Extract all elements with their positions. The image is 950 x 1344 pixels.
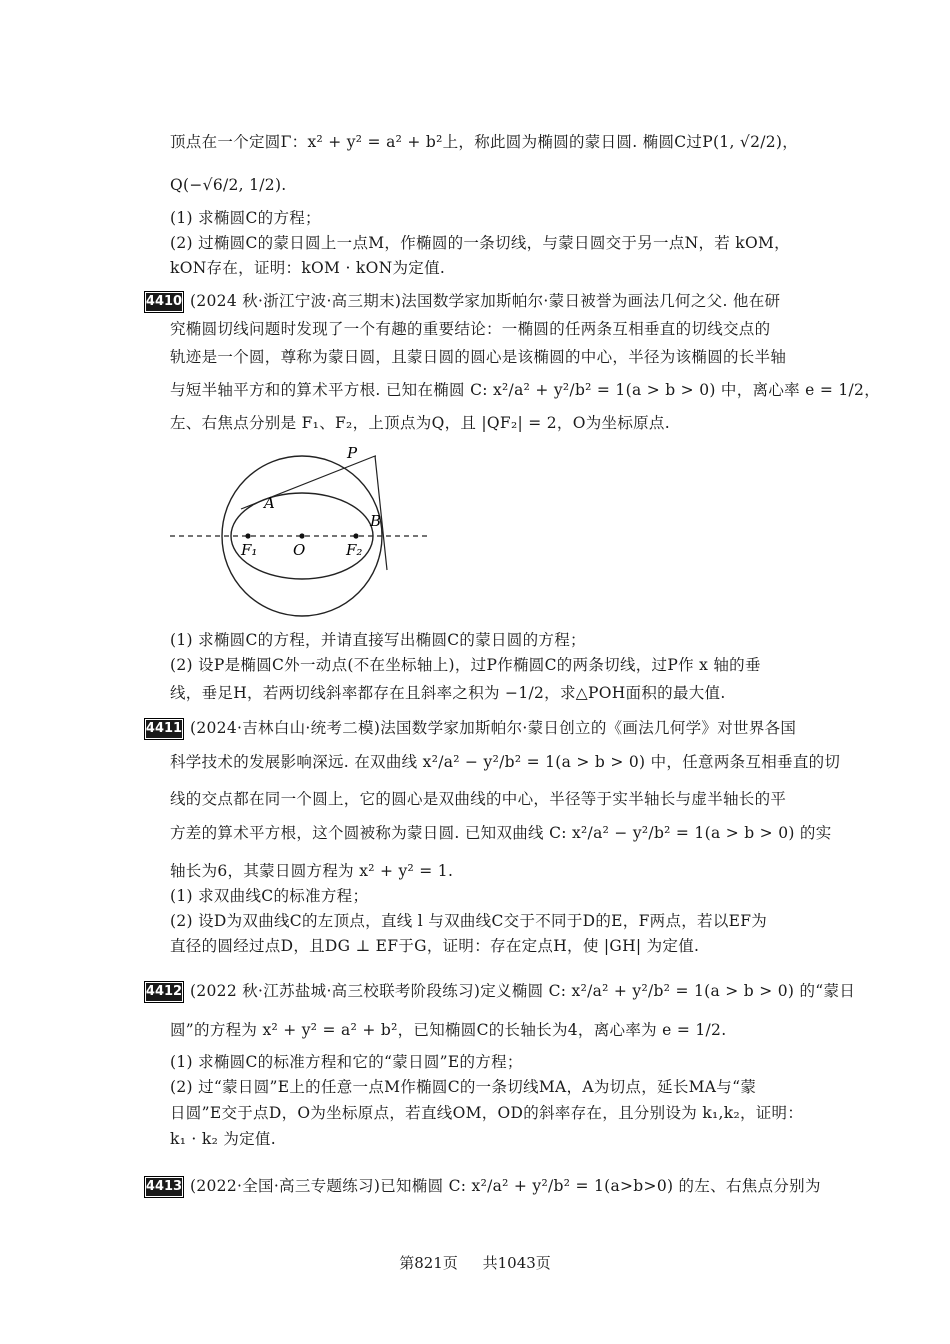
cont-line-2: Q(−√6/2, 1/2).: [170, 176, 287, 194]
p4411-line-1: (2024·吉林白山·统考二模)法国数学家加斯帕尔·蒙日创立的《画法几何学》对世界各国: [190, 719, 797, 737]
problem-number-4413: 4413: [144, 1176, 184, 1198]
point-o: [299, 533, 304, 538]
page-number: 第821页: [399, 1254, 458, 1272]
cont-line-5: kON存在，证明：kOM · kON为定值.: [170, 259, 446, 277]
problem-number-4410: 4410: [144, 291, 184, 313]
label-f1: F₁: [241, 541, 258, 559]
p4411-line-2: 科学技术的发展影响深远. 在双曲线 x²/a² − y²/b² = 1(a > b > 0) 中，任意两条互相垂直的切: [170, 753, 841, 771]
label-a: A: [264, 494, 275, 512]
p4413-line-1: (2022·全国·高三专题练习)已知椭圆 C: x²/a² + y²/b² = 1(a>b>0) 的左、右焦点分别为: [190, 1177, 821, 1195]
problem-number-4412: 4412: [144, 981, 184, 1003]
page-footer: [0, 1252, 950, 1273]
p4410-line-1: (2024 秋·浙江宁波·高三期末)法国数学家加斯帕尔·蒙日被誉为画法几何之父. 他在研: [190, 292, 781, 310]
cont-line-4: (2) 过椭圆C的蒙日圆上一点M，作椭圆的一条切线，与蒙日圆交于另一点N，若 kOM，: [170, 234, 790, 252]
label-o: O: [293, 541, 306, 559]
point-f2: [353, 533, 358, 538]
p4411-line-7: (2) 设D为双曲线C的左顶点，直线 l 与双曲线C交于不同于D的E，F两点，若以EF为: [170, 912, 768, 930]
ellipse-monge-circle-figure: [165, 440, 435, 625]
problem-number-4411: 4411: [144, 718, 184, 740]
p4412-line-6: k₁ · k₂ 为定值.: [170, 1130, 276, 1148]
p4411-line-4: 方差的算术平方根，这个圆被称为蒙日圆. 已知双曲线 C: x²/a² − y²/b² = 1(a > b > 0) 的实: [170, 824, 832, 842]
p4412-line-2: 圆”的方程为 x² + y² = a² + b²，已知椭圆C的长轴长为4，离心率为 e = 1/2.: [170, 1021, 727, 1039]
page-total: 共1043页: [482, 1254, 551, 1272]
p4411-line-8: 直径的圆经过点D，且DG ⊥ EF于G，证明：存在定点H，使 |GH| 为定值.: [170, 937, 700, 955]
p4412-line-4: (2) 过“蒙日圆”E上的任意一点M作椭圆C的一条切线MA，A为切点，延长MA与“蒙: [170, 1078, 757, 1096]
p4410-line-3: 轨迹是一个圆，尊称为蒙日圆，且蒙日圆的圆心是该椭圆的中心，半径为该椭圆的长半轴: [170, 348, 787, 366]
p4410-line-2: 究椭圆切线问题时发现了一个有趣的重要结论：一椭圆的任两条互相垂直的切线交点的: [170, 320, 771, 338]
label-p: P: [347, 444, 358, 462]
p4411-line-3: 线的交点都在同一个圆上，它的圆心是双曲线的中心，半径等于实半轴长与虚半轴长的平: [170, 790, 787, 808]
p4411-line-6: (1) 求双曲线C的标准方程；: [170, 887, 369, 905]
point-f1: [245, 533, 250, 538]
p4410-part-3: 线，垂足H，若两切线斜率都存在且斜率之积为 −1/2，求△POH面积的最大值.: [170, 684, 726, 702]
label-f2: F₂: [346, 541, 363, 559]
p4410-part-2: (2) 设P是椭圆C外一动点(不在坐标轴上)，过P作椭圆C的两条切线，过P作 x 轴的垂: [170, 656, 761, 674]
p4410-part-1: (1) 求椭圆C的方程，并请直接写出椭圆C的蒙日圆的方程；: [170, 631, 586, 649]
cont-line-3: (1) 求椭圆C的方程；: [170, 209, 321, 227]
p4410-line-5: 左、右焦点分别是 F₁、F₂，上顶点为Q，且 |QF₂| = 2，O为坐标原点.: [170, 414, 670, 432]
p4410-line-4: 与短半轴平方和的算术平方根. 已知在椭圆 C: x²/a² + y²/b² = 1(a > b > 0) 中，离心率 e = 1/2，: [170, 381, 881, 399]
p4411-line-5: 轴长为6，其蒙日圆方程为 x² + y² = 1.: [170, 862, 454, 880]
tangent-line-pa: [241, 456, 375, 509]
p4412-line-1: (2022 秋·江苏盐城·高三校联考阶段练习)定义椭圆 C: x²/a² + y²/b² = 1(a > b > 0) 的“蒙日: [190, 982, 856, 1000]
cont-line-1: 顶点在一个定圆Γ：x² + y² = a² + b²上，称此圆为椭圆的蒙日圆. 椭圆C过P(1, √2/2)，: [170, 133, 799, 151]
p4412-line-5: 日圆”E交于点D，O为坐标原点，若直线OM，OD的斜率存在，且分别设为 k₁,k₂，证明：: [170, 1104, 804, 1122]
label-b: B: [370, 512, 382, 530]
p4412-line-3: (1) 求椭圆C的标准方程和它的“蒙日圆”E的方程；: [170, 1053, 523, 1071]
